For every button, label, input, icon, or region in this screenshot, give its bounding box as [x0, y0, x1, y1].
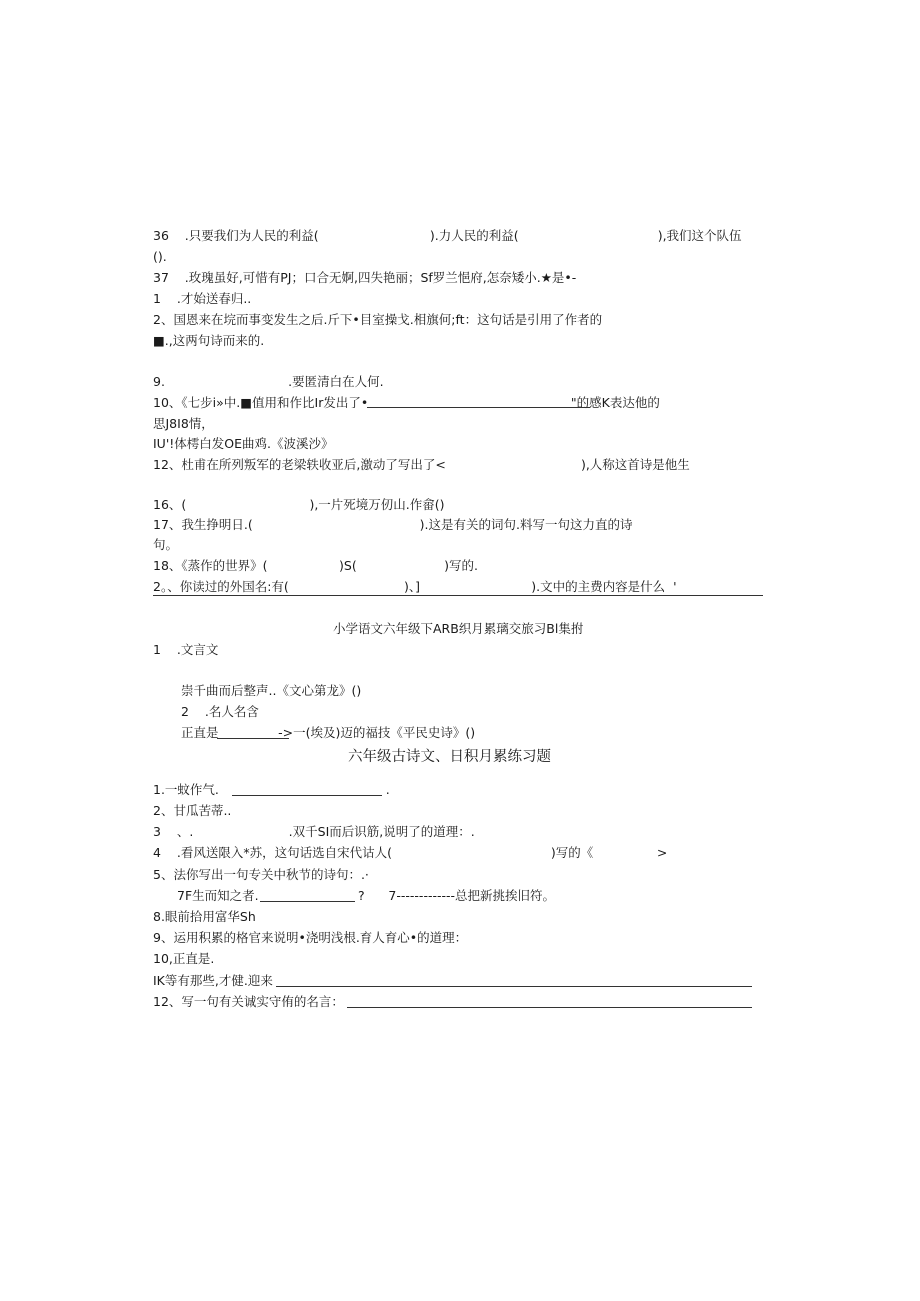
exercise-9: 9、运用积累的格官来说明•浇明浅根.育人育心•的道理： [153, 930, 468, 945]
section-divider [153, 595, 763, 596]
question-2-line1: 2、国恩来在垸而事变发生之后.斤下•目室操戈.相旗何;ft：这句话是引用了作者的 [153, 312, 603, 327]
question-37: 37 .玫瑰虽好,可惜有PJ；口合无婀,四失艳丽；Sf罗兰悒府,怎奈矮小.★是•- [153, 270, 577, 285]
exercise-8: 8.眼前拾用富华Sh [153, 909, 256, 924]
exercise-3: 3 、. .双千SI而后识筋,说明了的道理：. [153, 824, 475, 839]
question-20: 2。、你读过的外国名:有( )、] ).文中的主费内容是什么 ' [153, 579, 677, 594]
exercise-12: 12、写一句有关诚实守侑的名言： [153, 994, 344, 1009]
question-2-line2: ■.,这两句诗而来的. [153, 333, 265, 348]
answer-blank [347, 1007, 752, 1008]
subtitle: 小学语文六年级下ARB织月累璃交旅习Bl集拊 [333, 621, 584, 636]
main-title: 六年级古诗文、日积月累练习题 [348, 749, 551, 765]
question-11: IU'!体樗白发OE曲鸡.《波溪沙》 [153, 436, 334, 451]
answer-blank [217, 738, 289, 739]
answer-blank [260, 901, 355, 902]
exercise-1: 1.一蚊作气. . [153, 782, 390, 797]
question-17-line2: 句。 [153, 537, 179, 552]
question-16: 16、( ),一片死境万仞山.作畲() [153, 497, 445, 512]
question-17-line1: 17、我生挣明日.( ).这是有关的词句.料写一句这力直的诗 [153, 517, 633, 532]
question-9: 9. .要匿清白在人何. [153, 374, 384, 389]
section2-question-2: 2 .名人名含 [181, 704, 259, 719]
question-10-line2: 思J8I8情， [153, 416, 214, 431]
answer-blank [367, 407, 590, 408]
question-10-line1: 10、《七步i»中.■值用和作比Ir发出了• "的感K表达他的 [153, 395, 660, 410]
exercise-5: 5、法你写出一句专关中秋节的诗句：.· [153, 867, 369, 882]
exercise-6: 7F生而知之者. ? 7-------------总把新挑挨旧符。 [177, 888, 556, 903]
exercise-11: IK等有那些,才健.迎来 [153, 973, 273, 988]
exercise-2: 2、甘瓜苦蒂.. [153, 803, 232, 818]
answer-blank [232, 795, 382, 796]
classical-quote: 崇千曲而后整声..《文心第龙》() [181, 683, 362, 698]
question-1: 1 .才始送春归.. [153, 291, 252, 306]
proverb-line: 正直是 ->一(埃及)迈的福技《平民史诗》() [181, 725, 476, 740]
question-36-line1: 36 .只要我们为人民的利益( ).力人民的利益( ),我们这个队伍 [153, 228, 742, 243]
exercise-10: 10,正直是. [153, 951, 215, 966]
question-36-line2: (). [153, 249, 167, 264]
section2-question-1: 1 .文言文 [153, 642, 219, 657]
answer-blank [276, 986, 752, 987]
question-12: 12、杜甫在所列叛军的老梁轶收亚后,激动了写出了< ),人称这首诗是他生 [153, 457, 690, 472]
exercise-4: 4 .看风送限入*苏，这句话选自宋代诂人( )写的《 > [153, 845, 668, 860]
question-18: 18、《蒸作的世界》( )S( )写的. [153, 558, 479, 573]
